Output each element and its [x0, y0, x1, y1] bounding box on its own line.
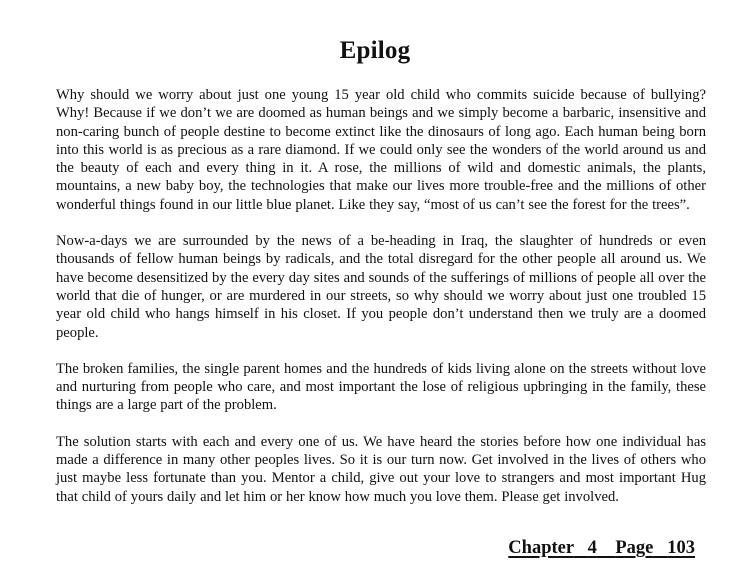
chapter-number: 4	[587, 538, 597, 558]
page-label: Page	[615, 538, 654, 558]
page-number: 103	[667, 538, 695, 558]
page-title: Epilog	[339, 37, 411, 64]
paragraph-4: The solution starts with each and every one of us. We have heard the stories before how one individual has made a difference in many other peoples lives. So it is our turn now. Get involved in the lives of others who just maybe less fortunate than you. Mentor a child, give out your love to strangers and most important Hug that child of yours daily and let him or her know how much you love them. Please get involved.	[56, 433, 706, 505]
paragraph-2: Now-a-days we are surrounded by the news of a be-heading in Iraq, the slaughter of hundreds or even thousands of fellow human beings by radicals, and the total disregard for the other people all around us. We have become desensitized by the every day sites and sounds of the sufferings of millions of people all over the world that die of hunger, or are murdered in our streets, so why should we worry about just one troubled 15 year old child who hangs himself in his closet. If you people don’t understand then we truly are a doomed people.	[56, 233, 706, 341]
paragraph-3: The broken families, the single parent homes and the hundreds of kids living alone on the streets without love and nurturing from people who care, and most important the lose of religious upbringing in the family, these things are a large part of the problem.	[56, 360, 706, 414]
page-footer	[508, 537, 695, 559]
body-text	[56, 86, 706, 524]
chapter-label: Chapter	[508, 538, 574, 558]
paragraph-1: Why should we worry about just one young 15 year old child who commits suicide because of bullying? Why! Because if we don’t we are doomed as human beings and we simply become a barbaric, insensitive and non-caring bunch of people destine to become extinct like the dinosaurs of long ago. Each human being born into this world is as precious as a rare diamond. If we could only see the wonders of the world around us and the beauty of each and every thing in it. A rose, the millions of wild and domestic animals, the plants, mountains, a new baby boy, the technologies that make our lives more trouble-free and the millions of other wonderful things found in our little blue planet. Like they say, “most of us can’t see the forest for the trees”.	[56, 87, 706, 213]
